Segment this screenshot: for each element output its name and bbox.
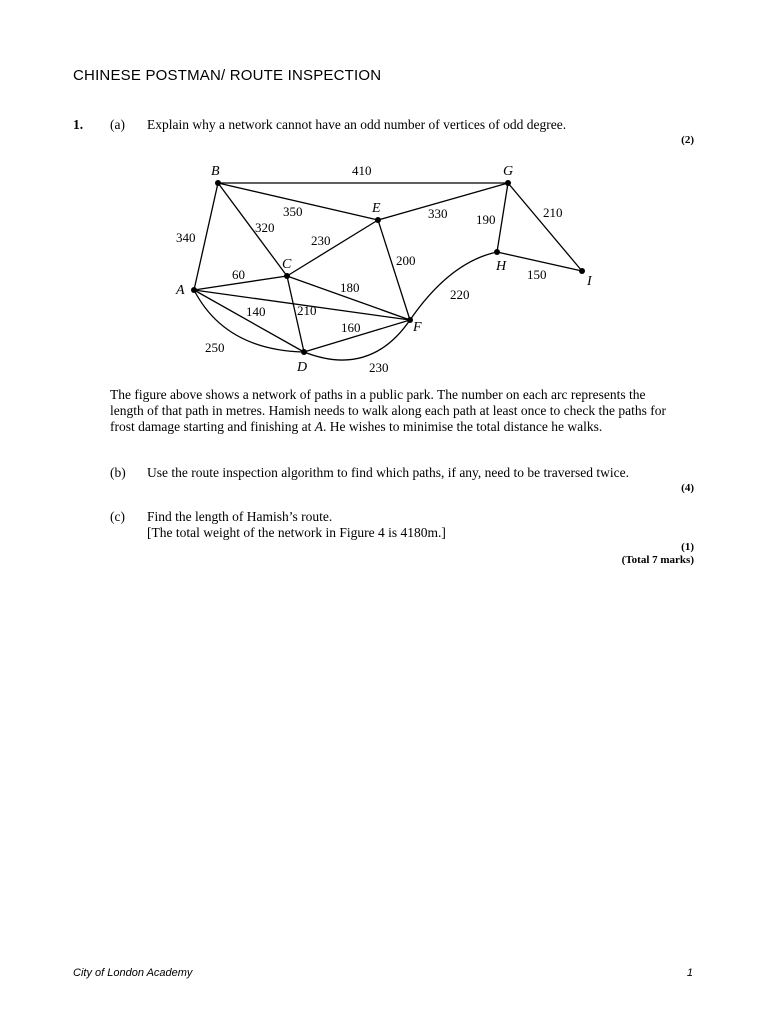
edge-G-H [497,183,508,252]
vertex-B-dot [215,180,221,186]
part-a-marks: (2) [681,134,694,146]
vertex-label-B: B [211,164,220,179]
weight-G-H: 190 [476,212,496,227]
part-c-label: (c) [110,509,125,524]
paragraph-text-end: . He wishes to minimise the total distance he walks. [322,419,603,434]
edge-A-B [194,183,218,290]
vertex-label-E: E [372,201,381,216]
weight-A-C: 60 [232,267,245,282]
vertex-D-dot [301,349,307,355]
vertex-label-C: C [282,257,292,272]
weight-D-F-curve: 230 [369,360,389,375]
edge-E-F [378,220,410,320]
paragraph-vertex: A [314,419,323,434]
vertex-label-F: F [413,320,422,335]
part-c-marks: (1) [681,541,694,553]
vertex-label-D: D [297,360,308,375]
part-b-label: (b) [110,465,126,480]
part-a-text: Explain why a network cannot have an odd number of vertices of odd degree. [147,117,567,132]
vertex-G-dot [505,180,511,186]
weight-H-F: 220 [450,287,470,302]
vertex-E-dot [375,217,381,223]
weight-A-B: 340 [176,230,196,245]
weight-E-G: 330 [428,206,448,221]
page-title: CHINESE POSTMAN/ ROUTE INSPECTION [73,67,382,84]
question-number: 1. [73,117,84,132]
weight-C-E: 230 [311,233,331,248]
footer-page-number: 1 [686,967,693,979]
vertex-A-dot [191,287,197,293]
weight-B-E: 350 [283,204,303,219]
part-a-label: (a) [110,117,125,132]
paragraph-text-start: The figure above shows a network of paths in a public park. The number on each arc represents the length of that path in metres. Hamish needs to walk along each path at least once to check the paths for frost damage starting and finishing at [110,387,666,434]
vertex-label-I: I [587,274,592,289]
edge-C-E [287,220,378,276]
weight-E-F: 200 [396,253,416,268]
edge-H-F [410,252,497,320]
vertex-label-G: G [503,164,514,179]
weight-C-F: 180 [340,280,360,295]
weight-D-F: 160 [341,320,361,335]
problem-paragraph [110,387,670,435]
weight-C-D: 210 [297,303,317,318]
weight-H-I: 150 [527,267,547,282]
weight-G-I: 210 [543,205,563,220]
weight-B-G: 410 [352,163,372,178]
part-b-text: Use the route inspection algorithm to find which paths, if any, need to be traversed twice. [147,465,629,480]
vertex-H-dot [494,249,500,255]
weight-B-C: 320 [255,220,275,235]
weight-A-F: 140 [246,304,266,319]
edge-G-I [508,183,582,271]
vertex-I-dot [579,268,585,274]
vertex-label-H: H [496,259,507,274]
part-c-line2: [The total weight of the network in Figure 4 is 4180m.] [147,525,446,540]
footer-school: City of London Academy [73,967,193,979]
weight-A-D: 250 [205,340,225,355]
vertex-C-dot [284,273,290,279]
route-network-diagram [0,0,768,400]
total-marks: (Total 7 marks) [621,554,694,566]
part-b-marks: (4) [681,482,694,494]
part-c-line1: Find the length of Hamish’s route. [147,509,333,524]
vertex-label-A: A [176,283,185,298]
